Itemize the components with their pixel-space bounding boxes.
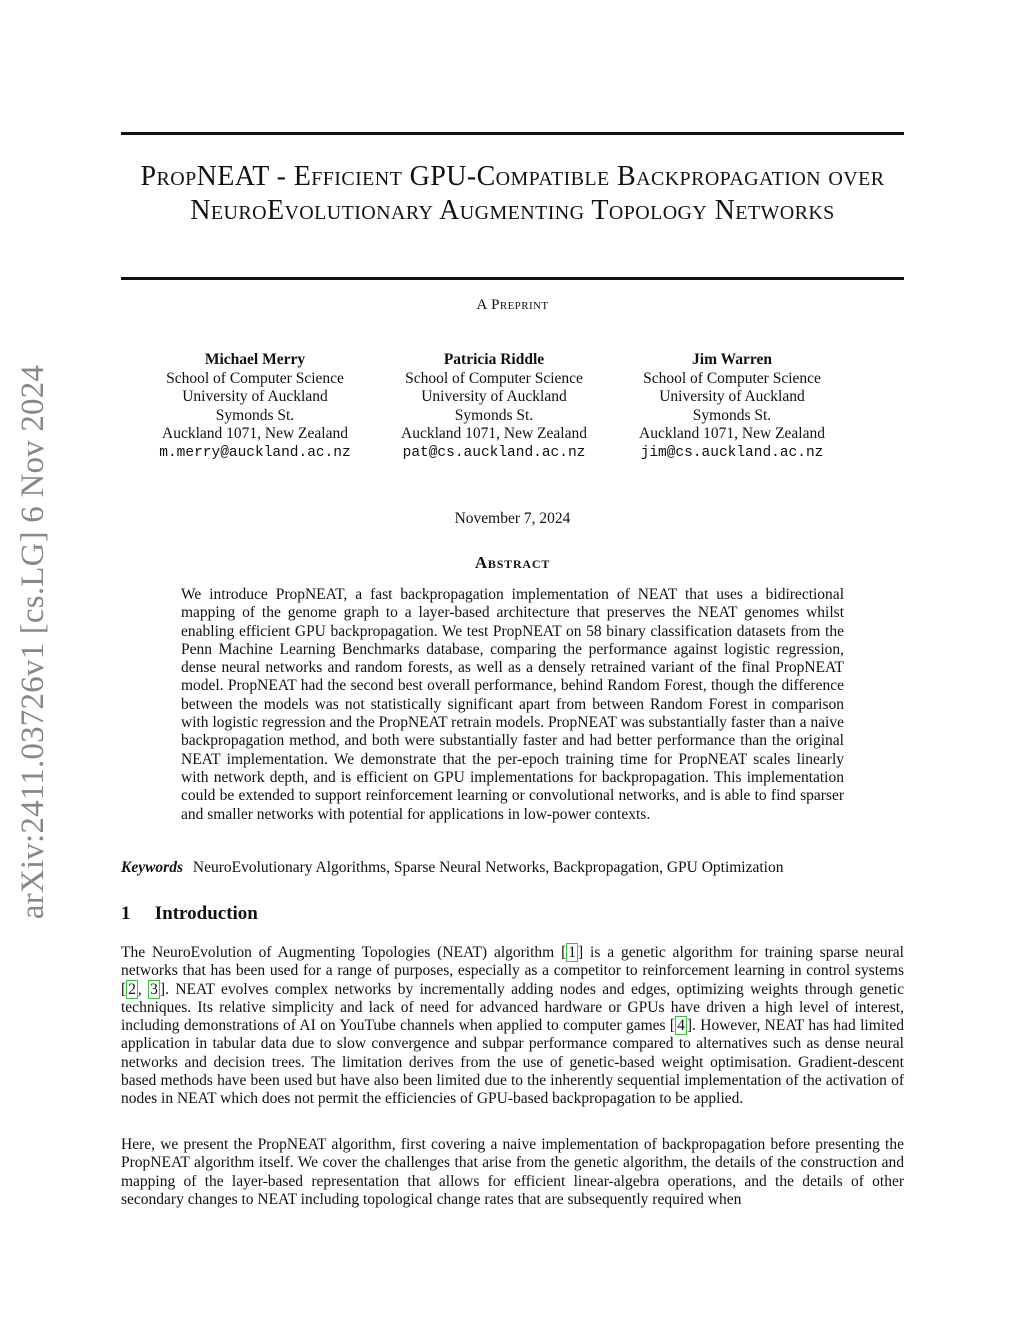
abstract-heading: Abstract: [474, 553, 551, 572]
text-run: . NEAT evolves complex networks by incrementally adding nodes and edges, optimizing weights through genetic techniques. Its relative simplicity and lack of need for advanced hardware or GPUs have driven a high level of interest, including demonstrations of AI on YouTube channels when applied to computer games: [121, 980, 904, 1035]
author-name: Patricia Riddle: [443, 351, 545, 368]
author-email[interactable]: jim@cs.auckland.ac.nz: [640, 444, 824, 461]
citation-link[interactable]: 2: [128, 980, 136, 998]
section-number: 1: [121, 903, 131, 924]
title-bottom-rule: [121, 277, 904, 280]
author-email[interactable]: m.merry@auckland.ac.nz: [159, 444, 351, 461]
author-university: University of Auckland: [421, 388, 567, 405]
author-university: University of Auckland: [659, 388, 805, 405]
author-city: Auckland 1071, New Zealand: [162, 425, 348, 442]
text-run: . However, NEAT has had limited application in tabular data due to slow convergence and subpar performance compared to alternatives such as dense neural networks and decision trees. The limitation derives from the use of genetic-based weight optimisation. Gradient-descent based methods have been used but have also been limited due to the inherently sequential implementation of the activation of nodes in NEAT which does not permit the efficiencies of GPU-based backpropagation to be applied.: [121, 1017, 905, 1108]
citation-link[interactable]: 4: [677, 1017, 685, 1035]
text-run: ,: [137, 980, 149, 998]
text-run: The NeuroEvolution of Augmenting Topologies (NEAT) algorithm: [121, 944, 562, 961]
section-title: Introduction: [154, 903, 258, 924]
author-university: University of Auckland: [182, 388, 328, 405]
paper-title: PropNEAT - Efficient GPU-Compatible Backpropagation over NeuroEvolutionary Augmenting Topology Networks: [140, 161, 885, 226]
keywords-text: NeuroEvolutionary Algorithms, Sparse Neural Networks, Backpropagation, GPU Optimization: [192, 859, 784, 876]
section-heading: [121, 903, 258, 925]
preprint-label: A Preprint: [476, 297, 549, 313]
author-affiliation: School of Computer Science: [166, 369, 344, 387]
intro-paragraph-2: Here, we present the PropNEAT algorithm, first covering a naive implementation of backpropagation before presenting the PropNEAT algorithm itself. We cover the challenges that arise from the genetic algorithm, the details of the construction and mapping of the layer-based representation that allows for efficient linear-algebra operations, and the details of other secondary changes to NEAT including topological change rates that are subsequently required when: [121, 1136, 904, 1208]
publication-date: November 7, 2024: [454, 510, 571, 527]
author-block: [374, 351, 614, 462]
top-rule: [121, 132, 904, 135]
keywords-label: Keywords: [121, 859, 183, 876]
author-name: Michael Merry: [204, 351, 306, 368]
arxiv-identifier: arXiv:2411.03726v1 [cs.LG] 6 Nov 2024: [15, 364, 51, 920]
author-affiliation: School of Computer Science: [405, 369, 583, 387]
author-city: Auckland 1071, New Zealand: [401, 425, 587, 442]
citation-link[interactable]: 3: [150, 980, 158, 998]
author-affiliation: School of Computer Science: [643, 369, 821, 387]
intro-paragraph-1: The NeuroEvolution of Augmenting Topologies (NEAT) algorithm [ 1 ] is a genetic algorithm for training sparse neural networks that has been used for a range of purposes, especially as a competitor to reinforcement learning in control systems [ 2 , 3 ]. NEAT evolves complex networks by incrementally adding nodes and edges, optimizing weights through genetic techniques. Its relative simplicity and lack of need for advanced hardware or GPUs have driven a high level of interest, including demonstrations of AI on YouTube channels when applied to computer games [ 4 ]. However, NEAT has had limited application in tabular data due to slow convergence and subpar performance compared to alternatives such as dense neural networks and decision trees. The limitation derives from the use of genetic-based weight optimisation. Gradient-descent based methods have been used but have also been limited due to the inherently sequential implementation of the activation of nodes in NEAT which does not permit the efficiencies of GPU-based backpropagation to be applied.: [121, 944, 905, 1108]
author-street: Symonds St.: [454, 406, 534, 424]
author-email[interactable]: pat@cs.auckland.ac.nz: [402, 444, 586, 461]
text-run: is a genetic algorithm for training sparse neural networks that has been used for a range of purposes, especially as a competitor to reinforcement learning in control systems: [121, 944, 904, 980]
citation-link[interactable]: 1: [568, 944, 576, 961]
author-street: Symonds St.: [215, 406, 295, 424]
author-name: Jim Warren: [692, 351, 772, 368]
author-block: [612, 351, 852, 462]
abstract-text: We introduce PropNEAT, a fast backpropagation implementation of NEAT that uses a bidirectional mapping of the genome graph to a layer-based architecture that preserves the NEAT genomes whilst enabling efficient GPU backpropagation. We test PropNEAT on 58 binary classification datasets from the Penn Machine Learning Benchmarks database, comparing the performance against logistic regression, dense neural networks and random forests, as well as a densely retrained variant of the final PropNEAT model. PropNEAT had the second best overall performance, behind Random Forest, though the difference between the models was not statistically significant apart from between Random Forest in comparison with logistic regression and the PropNEAT retrain models. PropNEAT was substantially faster than a naive backpropagation method, and both were substantially faster and had better performance than the original NEAT implementation. We demonstrate that the per-epoch training time for PropNEAT scales linearly with network depth, and is efficient on GPU implementations for backpropagation. This implementation could be extended to support reinforcement learning or convolutional networks, and is able to find sparser and smaller networks with potential for applications in low-power contexts.: [181, 586, 844, 823]
author-block: [135, 351, 375, 462]
keywords-line: [121, 859, 904, 877]
author-city: Auckland 1071, New Zealand: [639, 425, 825, 442]
author-street: Symonds St.: [692, 406, 772, 424]
